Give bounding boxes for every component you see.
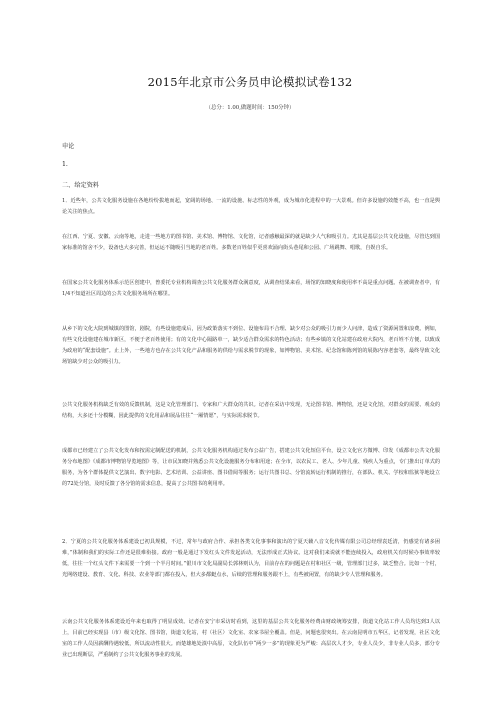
paragraph: 1．近些年，公共文化服务设施在各地纷纷拔地而起，宽阔的场地、一流的设施、标志性的外观，成为城市化进程中的一大景观。但许多设施的效能不高，也一直是舆论关注的焦点。 <box>62 198 440 215</box>
paragraph: 在江西、宁夏、安徽、云南等地，走进一些地方的图书馆、美术馆、博物馆、文化馆，记者感触最深的就是缺少人气和吸引力。尤其是基层公共文化设施，尽管达到国家标准的馆舍不少，设备也大多完善，但运运不随吸引当地的老百姓。多数老百姓似乎更喜欢涌向街头巷尾和公园、广场跳舞、唱歌，自娱自乐。 <box>62 234 440 251</box>
section-heading-materials: 二、给定资料 <box>62 182 100 189</box>
question-number: 1. <box>62 161 68 168</box>
paragraph: 在国家公共文化服务体系示范区创建中，曾委托专业机构调查公共文化服务群众满意度，从调查结果来看，场馆的知晓度和使用率不高是重点问题。在被调查者中，有1/4不知道社区周边的公共文化服务场所在哪里。 <box>62 280 440 297</box>
paragraph: 云南公共文化服务体系建设近年来也取得了明显成效。记者在安宁市采访时看到，这里的基层公共文化服务经费由财政统筹安排，街道文化站工作人员均达到3人以上，目前已经实现县（市）级文化馆、图书馆，街道文化站，村（社区）文化室、农家书屋全覆盖。但是，问题也很突出。在云南昆明市五华区，记者发现，社区文化室的工作人员因薪酬待遇较低，所以流动性很大。而楚雄地处滇中高原，文化队伍中“两少一多”的现象更为严峻：高层次人才少，专业人员少，非专业人员多，部分专业已出现断层，严重制约了公共文化服务事业的发展。 <box>62 619 440 658</box>
section-heading-shenlun: 申论 <box>62 143 75 150</box>
paragraph: 公共文化服务机构缺乏有效的反馈机制，这是文化管理部门、专家和广大群众的共识。记者在采访中发现，无论图书馆、博物馆，还是文化馆，对群众的需要、观众的结构，大多还十分模糊，因此提供的文化用品和展品往往“一厢情愿”，与实际需求脱节。 <box>62 402 440 419</box>
exam-meta: （总分：1.00,做题时间：150分钟） <box>205 105 295 111</box>
document-title: 2015年北京市公务员申论模拟试卷132 <box>147 75 353 89</box>
paragraph: 从乡下的文化大院到城镇的图馆，剧院，有些设施建成后，因为政策落实不到位、设施布局不合理、缺少对公众的吸引力而少人问津，造成了资源闲置和浪费。例如，有些文化设施建在城市新区，不便于老百姓使用；有的文化中心隔路单一，缺少适合群众需求的特色活动；有些乡镇的文化站建在政府大院内，老百姓不方便，以致成为政府的“配套设施”。止上外，一些地方也存在公共文化产品和服务的供给与需求脱节的现象，如博物馆、美术馆、纪念馆和陈列馆的展陈内容老套等，最终导致文化场馆缺少对公众的吸引力。 <box>62 326 440 365</box>
paragraph: 成都市已经建立了公共文化发布和按需定制配送的机制，公共文化服务机构通过发布公益广告，搭建公共文化短信平台，设立文化官方微博、印发《成都市公共文化服务分布地图》《成都市博物馆导览地图》等，让市民知晓并熟悉公共文化设施服务分布和用途；在全市，以农民工、老人、少年儿童、残疾人为重点，专门推出订单式的服务，为各个群体提供文艺演出、数字电影、艺术培训、公益讲座、图书借阅等服务；运行共图书总、分馆流转运行机制的推行，在部队、机关、学校和监狱等地设立的72处分馆，及时反馈了各分馆的需求信息，提高了公共图书的利用率。 <box>62 448 440 487</box>
paragraph: 2．宁夏的公共文化服务体系建设已初具规模，不过，常年与政府合作、承担各类文化事事和演出的宁夏天籁八音文化传媒有限公司总经理袁廷清，仍感觉有诸多困难，”体制和我们的实际工作还是很难衔接。政府一般是通过下发红头文件发起活动，无法形成正式协议。这对我们来说就不能连续投入，政府机关有时候办事效率较低，往往一个红头文件下来需要一个到一个半月时间。”银川市文化局副局长郭林则认为，目前存在的问题是在村和社区一级，管理部门过多，缺乏整合。比如一个村，光网络建设、教育、文化、科技、农业等部门都在投入，但大多都蜓点水，后续的管理和服务跟不上，有些被闲置，有的缺少专人管理和服务。 <box>62 539 440 578</box>
